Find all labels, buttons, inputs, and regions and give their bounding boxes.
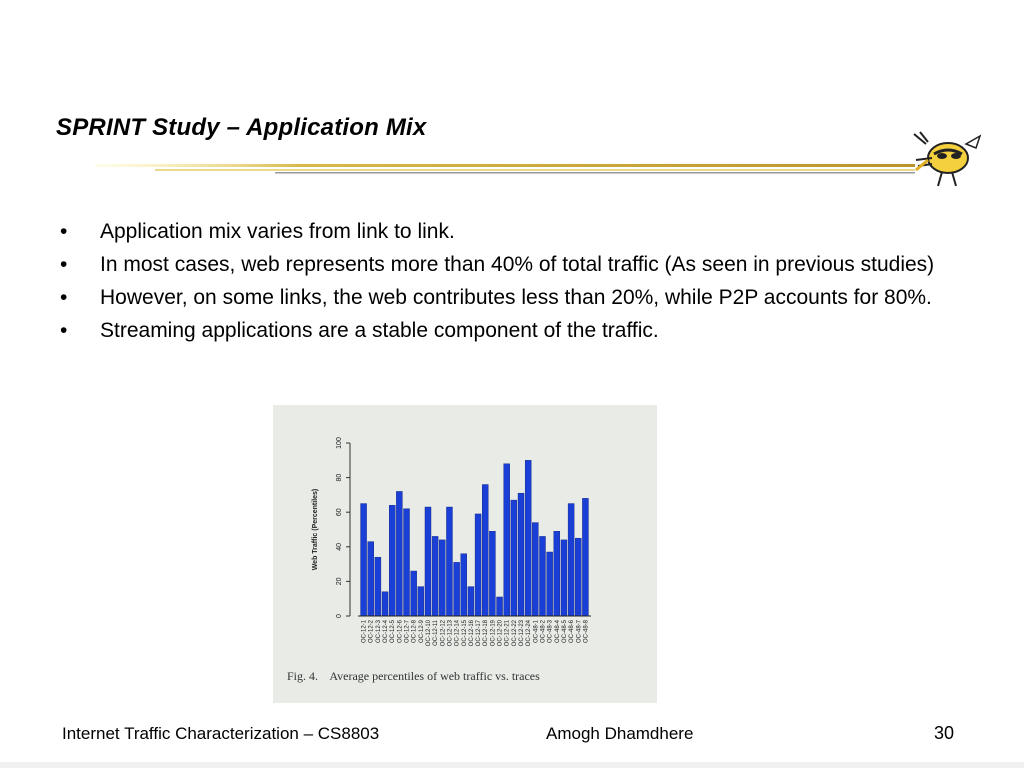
x-tick-label: OC-48-4 — [554, 620, 561, 644]
web-traffic-bar-chart — [273, 405, 657, 665]
bar-OC-48-8 — [582, 498, 588, 616]
bar-OC-48-7 — [575, 538, 581, 616]
bar-OC-12-7 — [404, 509, 410, 616]
bar-OC-12-21 — [504, 464, 510, 616]
bullet-item — [60, 218, 960, 245]
bar-OC-48-5 — [561, 540, 567, 616]
bar-OC-12-5 — [389, 505, 395, 616]
bar-OC-12-10 — [425, 507, 431, 616]
bar-OC-12-19 — [489, 531, 495, 616]
x-tick-label: OC-48-7 — [576, 620, 583, 644]
x-tick-label: OC-12-5 — [390, 620, 397, 644]
x-tick-label: OC-12-22 — [511, 620, 518, 647]
x-tick-label: OC-12-17 — [476, 620, 483, 647]
x-tick-label: OC-48-3 — [547, 620, 554, 644]
x-tick-label: OC-12-18 — [483, 620, 490, 647]
bar-OC-12-15 — [461, 554, 467, 616]
bar-OC-12-20 — [497, 597, 503, 616]
x-tick-label: OC-12-14 — [454, 620, 461, 647]
bullet-item — [60, 251, 960, 278]
x-tick-label: OC-12-24 — [526, 620, 533, 647]
footer-course: Internet Traffic Characterization – CS8803 — [62, 724, 380, 743]
bar-OC-12-18 — [482, 485, 488, 616]
bar-OC-12-2 — [368, 542, 374, 616]
x-tick-label: OC-12-19 — [490, 620, 497, 647]
x-tick-label: OC-48-1 — [533, 620, 540, 644]
y-tick-label: 20 — [336, 577, 343, 586]
bar-OC-12-23 — [518, 493, 524, 616]
x-tick-label: OC-12-12 — [440, 620, 447, 647]
page-number: 30 — [934, 723, 955, 743]
bar-OC-12-14 — [454, 562, 460, 616]
bottom-band — [0, 762, 1024, 768]
x-tick-label: OC-12-10 — [425, 620, 432, 647]
bar-OC-12-1 — [361, 504, 367, 616]
bullet-text: Application mix varies from link to link. — [100, 220, 455, 243]
bullet-text: However, on some links, the web contributes less than 20%, while P2P accounts for 80%. — [100, 286, 932, 309]
x-tick-label: OC-12-11 — [433, 620, 440, 646]
bullet-marker: • — [60, 319, 68, 342]
slide-title: SPRINT Study – Application Mix — [56, 114, 427, 141]
x-tick-label: OC-12-20 — [497, 620, 504, 647]
footer-author: Amogh Dhamdhere — [546, 724, 694, 743]
bar-OC-48-4 — [554, 531, 560, 616]
bar-OC-12-8 — [411, 571, 417, 616]
y-tick-label: 60 — [336, 508, 343, 517]
bar-OC-12-11 — [432, 536, 438, 616]
x-tick-label: OC-12-16 — [468, 620, 475, 647]
bullet-marker: • — [60, 253, 68, 276]
bar-OC-48-3 — [547, 552, 553, 616]
bar-OC-12-12 — [439, 540, 445, 616]
x-tick-label: OC-12-9 — [418, 620, 425, 644]
x-tick-label: OC-12-13 — [447, 620, 454, 647]
bullet-marker: • — [60, 220, 68, 243]
bullet-marker: • — [60, 286, 68, 309]
bar-OC-48-6 — [568, 504, 574, 616]
x-tick-label: OC-48-8 — [583, 620, 590, 644]
bar-OC-12-16 — [468, 587, 474, 616]
x-tick-label: OC-12-15 — [461, 620, 468, 647]
x-tick-label: OC-12-4 — [383, 620, 390, 644]
bar-OC-12-4 — [382, 592, 388, 616]
bar-OC-12-9 — [418, 587, 424, 616]
bullet-text: In most cases, web represents more than 40% of total traffic (As seen in previous studies) — [100, 253, 935, 276]
bullet-text: Streaming applications are a stable component of the traffic. — [100, 319, 659, 342]
x-tick-label: OC-12-21 — [504, 620, 511, 647]
y-tick-label: 0 — [336, 614, 343, 618]
x-tick-label: OC-48-5 — [561, 620, 568, 644]
bar-OC-12-17 — [475, 514, 481, 616]
figure-caption: Fig. 4. Average percentiles of web traffic vs. traces — [287, 669, 540, 683]
y-axis-label: Web Traffic (Percentiles) — [312, 488, 319, 571]
title-underline — [95, 160, 915, 176]
bullet-list — [60, 218, 960, 350]
x-tick-label: OC-12-8 — [411, 620, 418, 644]
bullet-item — [60, 317, 960, 344]
y-tick-label: 80 — [336, 473, 343, 482]
bar-OC-12-24 — [525, 460, 531, 616]
x-tick-label: OC-12-1 — [361, 620, 368, 644]
x-tick-label: OC-12-23 — [519, 620, 526, 647]
bullet-item — [60, 284, 960, 311]
bar-OC-12-6 — [396, 491, 402, 616]
bar-OC-12-3 — [375, 557, 381, 616]
x-tick-label: OC-48-2 — [540, 620, 547, 644]
x-tick-label: OC-12-2 — [368, 620, 375, 644]
x-tick-label: OC-48-6 — [569, 620, 576, 644]
bar-OC-48-2 — [539, 536, 545, 616]
x-tick-label: OC-12-6 — [397, 620, 404, 644]
bar-OC-12-22 — [511, 500, 517, 616]
y-tick-label: 100 — [336, 437, 343, 449]
bar-OC-48-1 — [532, 523, 538, 616]
bar-OC-12-13 — [446, 507, 452, 616]
x-tick-label: OC-12-7 — [404, 620, 411, 644]
y-tick-label: 40 — [336, 542, 343, 551]
figure-panel — [273, 405, 657, 703]
x-tick-label: OC-12-3 — [375, 620, 382, 644]
yellow-jacket-icon — [906, 130, 986, 190]
